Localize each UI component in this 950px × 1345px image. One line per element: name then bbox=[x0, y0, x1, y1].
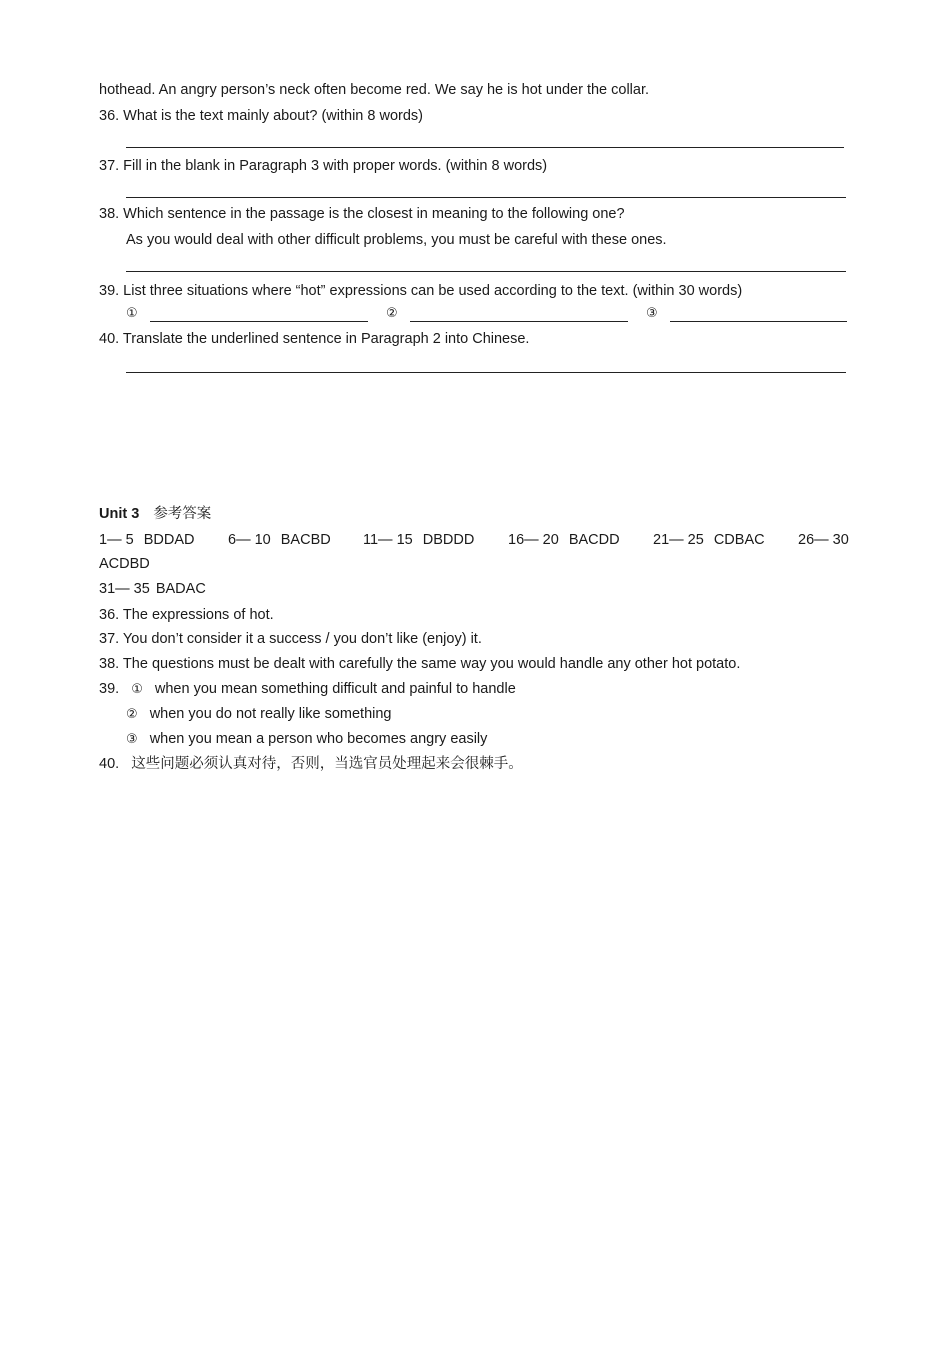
key-letters: BACDD bbox=[568, 532, 620, 548]
answer-line-36[interactable] bbox=[126, 147, 844, 148]
key-range: 31— 35 bbox=[99, 581, 150, 597]
circled-number-2: ② bbox=[386, 305, 398, 320]
circled-number-2: ② bbox=[126, 706, 138, 721]
key-range: 6— 10 bbox=[228, 532, 271, 548]
unit-subtitle: 参考答案 bbox=[153, 506, 212, 522]
question-39: 39. List three situations where “hot” expressions can be used according to the text. (within 30 words) bbox=[99, 283, 743, 299]
key-letters: BDDAD bbox=[143, 532, 195, 548]
answer-39-item-2 bbox=[126, 705, 392, 723]
answer-40 bbox=[99, 755, 523, 773]
answer-37: 37. You don’t consider it a success / you don’t like (enjoy) it. bbox=[99, 631, 482, 647]
answer-line-40[interactable] bbox=[126, 372, 846, 373]
answer-39-item-1 bbox=[99, 680, 516, 698]
key-range: 1— 5 bbox=[99, 532, 134, 548]
answer-line-37[interactable] bbox=[126, 197, 846, 198]
key-group-4 bbox=[508, 531, 620, 549]
key-letters: BACBD bbox=[280, 532, 331, 548]
question-36: 36. What is the text mainly about? (within 8 words) bbox=[99, 108, 423, 124]
circled-number-1: ① bbox=[126, 305, 138, 320]
question-37: 37. Fill in the blank in Paragraph 3 with proper words. (within 8 words) bbox=[99, 158, 548, 174]
key-group-6-letters bbox=[99, 555, 150, 573]
unit-title: Unit 3 bbox=[99, 506, 140, 522]
question-40: 40. Translate the underlined sentence in Paragraph 2 into Chinese. bbox=[99, 331, 530, 347]
circled-number-1: ① bbox=[131, 681, 143, 696]
key-range: 21— 25 bbox=[653, 532, 704, 548]
answer-39-text-1: when you mean something difficult and painful to handle bbox=[154, 681, 516, 697]
circled-number-3: ③ bbox=[646, 305, 658, 320]
key-group-1 bbox=[99, 531, 194, 549]
answer-40-number: 40. bbox=[99, 756, 120, 772]
key-group-6-range bbox=[798, 531, 849, 549]
key-group-7 bbox=[99, 580, 206, 598]
key-range: 11— 15 bbox=[363, 532, 413, 548]
answer-39-number: 39. bbox=[99, 681, 120, 697]
key-letters: BADAC bbox=[155, 581, 206, 597]
key-group-5 bbox=[653, 531, 765, 549]
answer-blank-39-1[interactable] bbox=[150, 321, 368, 322]
answer-39-text-3: when you mean a person who becomes angry easily bbox=[149, 731, 488, 747]
key-letters: ACDBD bbox=[99, 556, 150, 572]
key-group-3 bbox=[363, 531, 474, 549]
key-range: 26— 30 bbox=[798, 532, 849, 548]
answer-line-38[interactable] bbox=[126, 271, 846, 272]
key-letters: CDBAC bbox=[713, 532, 765, 548]
answer-key-heading bbox=[99, 505, 211, 523]
answer-blank-39-2[interactable] bbox=[410, 321, 628, 322]
answer-blank-39-3[interactable] bbox=[670, 321, 847, 322]
answer-row-39 bbox=[126, 304, 847, 324]
key-letters: DBDDD bbox=[422, 532, 475, 548]
answer-40-text: 这些问题必须认真对待，否则，当选官员处理起来会很棘手。 bbox=[131, 756, 523, 772]
answer-39-item-3 bbox=[126, 730, 487, 748]
intro-line: hothead. An angry person’s neck often become red. We say he is hot under the collar. bbox=[99, 82, 650, 98]
answer-36: 36. The expressions of hot. bbox=[99, 607, 274, 623]
answer-39-text-2: when you do not really like something bbox=[149, 706, 392, 722]
key-range: 16— 20 bbox=[508, 532, 559, 548]
circled-number-3: ③ bbox=[126, 731, 138, 746]
answer-38: 38. The questions must be dealt with carefully the same way you would handle any other hot potato. bbox=[99, 656, 741, 672]
question-38: 38. Which sentence in the passage is the closest in meaning to the following one? bbox=[99, 206, 625, 222]
question-38-sentence: As you would deal with other difficult problems, you must be careful with these ones. bbox=[126, 232, 667, 248]
key-group-2 bbox=[228, 531, 331, 549]
